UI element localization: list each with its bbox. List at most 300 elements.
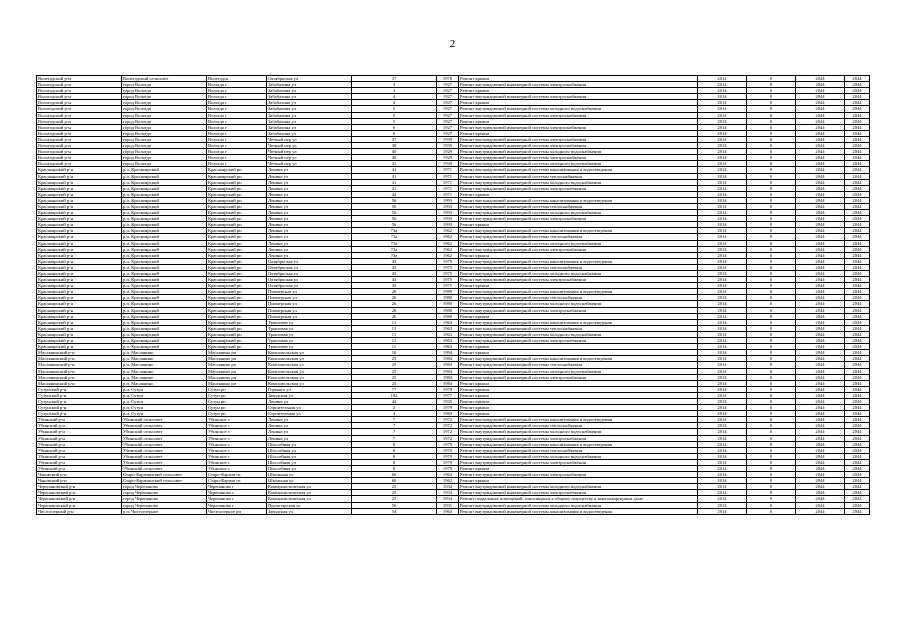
- cell-end-year: 2044: [796, 100, 845, 106]
- cell-district: Черепановский р-н: [37, 496, 122, 502]
- cell-plan-year: 2044: [845, 130, 870, 136]
- cell-end-year: 2044: [796, 386, 845, 392]
- cell-start-year: 2014: [698, 356, 747, 362]
- cell-district: Вологодский р-н: [37, 82, 122, 88]
- cell-end-year: 2044: [796, 149, 845, 155]
- cell-price: 0: [747, 423, 796, 429]
- cell-house: 11: [352, 325, 437, 331]
- cell-district: Вологодский р-н: [37, 149, 122, 155]
- cell-year-built: 1929: [437, 149, 459, 155]
- cell-plan-year: 2044: [845, 374, 870, 380]
- cell-district: Красноярский р-н: [37, 197, 122, 203]
- cell-start-year: 2014: [698, 508, 747, 514]
- cell-street: Четный пер ул: [267, 143, 352, 149]
- cell-plan-year: 2044: [845, 173, 870, 179]
- cell-year-built: 1927: [437, 112, 459, 118]
- cell-year-built: 1927: [437, 100, 459, 106]
- cell-settlement: р.п. Красноярский: [122, 252, 207, 258]
- cell-year-built: 1962: [437, 240, 459, 246]
- cell-street: Шоссейная ул: [267, 447, 352, 453]
- cell-settlement: город Вологда: [122, 82, 207, 88]
- cell-settlement: р.п. Красноярский: [122, 173, 207, 179]
- cell-plan-year: 2044: [845, 502, 870, 508]
- cell-start-year: 2014: [698, 173, 747, 179]
- cell-work-type: Ремонт крыши: [459, 252, 698, 258]
- cell-settlement: р.п. Красноярский: [122, 258, 207, 264]
- cell-district: Красноярский р-н: [37, 234, 122, 240]
- cell-start-year: 2014: [698, 136, 747, 142]
- cell-work-type: Ремонт внутридомовой инженерной системы холодного водоснабжения: [459, 161, 698, 167]
- cell-work-type: Ремонт внутридомовой инженерной системы холодного водоснабжения: [459, 331, 698, 337]
- cell-house: 4: [352, 411, 437, 417]
- cell-work-type: Ремонт крыши: [459, 466, 698, 472]
- cell-end-year: 2044: [796, 130, 845, 136]
- cell-district: Убинский р-н: [37, 459, 122, 465]
- cell-plan-year: 2044: [845, 94, 870, 100]
- cell-start-year: 2014: [698, 130, 747, 136]
- cell-start-year: 2014: [698, 228, 747, 234]
- cell-district: Убинский р-н: [37, 466, 122, 472]
- cell-house: 11: [352, 338, 437, 344]
- cell-street: Ленина ул: [267, 222, 352, 228]
- cell-start-year: 2014: [698, 203, 747, 209]
- cell-house: 26: [352, 301, 437, 307]
- cell-house: 25: [352, 374, 437, 380]
- cell-locality: Красноярский рп: [207, 313, 267, 319]
- cell-street: Забабахина ул: [267, 106, 352, 112]
- cell-settlement: р.п. Маслянино: [122, 350, 207, 356]
- cell-year-built: 1980: [437, 295, 459, 301]
- cell-price: 0: [747, 344, 796, 350]
- cell-start-year: 2014: [698, 76, 747, 82]
- cell-end-year: 2044: [796, 496, 845, 502]
- cell-plan-year: 2044: [845, 417, 870, 423]
- cell-price: 0: [747, 429, 796, 435]
- cell-street: Ленина ул: [267, 191, 352, 197]
- cell-year-built: 1972: [437, 417, 459, 423]
- cell-end-year: 2044: [796, 429, 845, 435]
- cell-street: Ленина ул: [267, 216, 352, 222]
- cell-locality: Вологда г: [207, 124, 267, 130]
- cell-district: Красноярский р-н: [37, 167, 122, 173]
- cell-start-year: 2014: [698, 283, 747, 289]
- cell-settlement: р.п. Красноярский: [122, 222, 207, 228]
- cell-year-built: 1962: [437, 252, 459, 258]
- cell-house: 8: [352, 441, 437, 447]
- cell-plan-year: 2044: [845, 398, 870, 404]
- cell-start-year: 2014: [698, 405, 747, 411]
- cell-house: 26: [352, 295, 437, 301]
- cell-district: Красноярский р-н: [37, 283, 122, 289]
- cell-start-year: 2014: [698, 417, 747, 423]
- cell-work-type: Ремонт внутридомовой инженерной системы теплоснабжения: [459, 264, 698, 270]
- cell-house: 11: [352, 331, 437, 337]
- cell-house: 37: [352, 136, 437, 142]
- cell-house: 25: [352, 484, 437, 490]
- cell-house: 3: [352, 82, 437, 88]
- cell-settlement: город Черепаново: [122, 496, 207, 502]
- cell-plan-year: 2044: [845, 325, 870, 331]
- cell-locality: Красноярский рп: [207, 210, 267, 216]
- cell-street: Пионерская ул: [267, 313, 352, 319]
- cell-settlement: Убинский сельсовет: [122, 429, 207, 435]
- cell-start-year: 2014: [698, 82, 747, 88]
- cell-district: Красноярский р-н: [37, 210, 122, 216]
- cell-settlement: город Вологда: [122, 155, 207, 161]
- cell-street: Четный пер ул: [267, 136, 352, 142]
- cell-work-type: Ремонт крыши: [459, 76, 698, 82]
- cell-locality: Старо-Карачи пс: [207, 478, 267, 484]
- cell-work-type: Ремонт внутридомовой инженерной системы теплоснабжения: [459, 447, 698, 453]
- cell-start-year: 2014: [698, 374, 747, 380]
- cell-end-year: 2044: [796, 94, 845, 100]
- cell-price: 0: [747, 490, 796, 496]
- cell-locality: Красноярский рп: [207, 252, 267, 258]
- cell-end-year: 2044: [796, 222, 845, 228]
- cell-settlement: город Вологда: [122, 149, 207, 155]
- cell-end-year: 2044: [796, 197, 845, 203]
- cell-locality: Маслянино рп: [207, 350, 267, 356]
- cell-price: 0: [747, 228, 796, 234]
- cell-locality: Убинское с: [207, 435, 267, 441]
- cell-locality: Красноярский рп: [207, 234, 267, 240]
- cell-house: 25: [352, 362, 437, 368]
- cell-start-year: 2014: [698, 502, 747, 508]
- cell-house: 16: [352, 350, 437, 356]
- cell-locality: Красноярский рп: [207, 222, 267, 228]
- cell-year-built: 1963: [437, 508, 459, 514]
- cell-end-year: 2044: [796, 447, 845, 453]
- cell-plan-year: 2044: [845, 252, 870, 258]
- cell-plan-year: 2044: [845, 423, 870, 429]
- cell-district: Вологодский р-н: [37, 124, 122, 130]
- cell-locality: Вологда г: [207, 100, 267, 106]
- cell-house: 56: [352, 197, 437, 203]
- cell-year-built: 1972: [437, 435, 459, 441]
- cell-street: Ленина ул: [267, 429, 352, 435]
- cell-plan-year: 2044: [845, 313, 870, 319]
- cell-settlement: Убинский сельсовет: [122, 447, 207, 453]
- cell-price: 0: [747, 136, 796, 142]
- cell-street: Забабахина ул: [267, 88, 352, 94]
- cell-street: Ленина ул: [267, 435, 352, 441]
- cell-street: Октябрьская ул: [267, 283, 352, 289]
- cell-end-year: 2044: [796, 161, 845, 167]
- cell-settlement: р.п. Красноярский: [122, 295, 207, 301]
- cell-locality: Красноярский рп: [207, 295, 267, 301]
- cell-year-built: 1975: [437, 264, 459, 270]
- cell-district: Маслянинский р-н: [37, 356, 122, 362]
- cell-district: Убинский р-н: [37, 435, 122, 441]
- cell-settlement: р.п. Красноярский: [122, 301, 207, 307]
- cell-plan-year: 2044: [845, 179, 870, 185]
- cell-price: 0: [747, 484, 796, 490]
- cell-start-year: 2014: [698, 88, 747, 94]
- cell-district: Красноярский р-н: [37, 228, 122, 234]
- cell-plan-year: 2044: [845, 155, 870, 161]
- cell-plan-year: 2044: [845, 118, 870, 124]
- cell-start-year: 2014: [698, 490, 747, 496]
- cell-locality: Красноярский рп: [207, 197, 267, 203]
- cell-work-type: Ремонт внутридомовой инженерной системы холодного водоснабжения: [459, 149, 698, 155]
- cell-year-built: 1977: [437, 392, 459, 398]
- cell-settlement: р.п. Маслянино: [122, 380, 207, 386]
- cell-district: Чистоозерный р-н: [37, 508, 122, 514]
- cell-locality: Чистоозерное рп: [207, 508, 267, 514]
- cell-plan-year: 2044: [845, 82, 870, 88]
- cell-plan-year: 2044: [845, 484, 870, 490]
- cell-house: 73а: [352, 240, 437, 246]
- cell-district: Вологодский р-н: [37, 112, 122, 118]
- cell-year-built: 1927: [437, 82, 459, 88]
- cell-settlement: р.п. Маслянино: [122, 368, 207, 374]
- cell-locality: Убинское с: [207, 459, 267, 465]
- cell-plan-year: 2044: [845, 350, 870, 356]
- cell-settlement: Убинский сельсовет: [122, 453, 207, 459]
- cell-work-type: Ремонт внутридомовой инженерной системы канализования и водоотведения: [459, 508, 698, 514]
- cell-street: Ленина ул: [267, 179, 352, 185]
- cell-house: 44: [352, 398, 437, 404]
- cell-street: Четный пер ул: [267, 149, 352, 155]
- cell-district: Вологодский р-н: [37, 136, 122, 142]
- cell-work-type: Ремонт внутридомовой инженерной системы холодного водоснабжения: [459, 106, 698, 112]
- cell-work-type: Ремонт внутридомовой инженерной системы электроснабжения: [459, 82, 698, 88]
- cell-start-year: 2014: [698, 155, 747, 161]
- cell-start-year: 2014: [698, 380, 747, 386]
- cell-end-year: 2044: [796, 179, 845, 185]
- cell-house: 8: [352, 466, 437, 472]
- cell-year-built: 1929: [437, 155, 459, 161]
- cell-end-year: 2044: [796, 331, 845, 337]
- cell-plan-year: 2044: [845, 258, 870, 264]
- cell-district: Сузунский р-н: [37, 405, 122, 411]
- cell-plan-year: 2044: [845, 277, 870, 283]
- cell-street: Ленина ул: [267, 417, 352, 423]
- cell-locality: Вологда г: [207, 161, 267, 167]
- cell-start-year: 2014: [698, 143, 747, 149]
- cell-district: Красноярский р-н: [37, 222, 122, 228]
- cell-house: 4: [352, 100, 437, 106]
- cell-house: 25: [352, 368, 437, 374]
- cell-start-year: 2014: [698, 124, 747, 130]
- cell-street: Шоссейная ул: [267, 466, 352, 472]
- cell-settlement: город Вологда: [122, 130, 207, 136]
- cell-start-year: 2014: [698, 325, 747, 331]
- cell-street: Ленина ул: [267, 167, 352, 173]
- cell-price: 0: [747, 435, 796, 441]
- cell-work-type: Ремонт внутридомовой инженерной системы электроснабжения: [459, 374, 698, 380]
- cell-end-year: 2044: [796, 466, 845, 472]
- cell-year-built: 1962: [437, 478, 459, 484]
- cell-work-type: Ремонт крыши: [459, 283, 698, 289]
- cell-price: 0: [747, 112, 796, 118]
- cell-year-built: 1963: [437, 338, 459, 344]
- cell-settlement: город Вологда: [122, 100, 207, 106]
- cell-work-type: Ремонт внутридомовой инженерной системы холодного водоснабжения: [459, 429, 698, 435]
- cell-start-year: 2014: [698, 307, 747, 313]
- cell-locality: Красноярский рп: [207, 338, 267, 344]
- cell-district: Красноярский р-н: [37, 252, 122, 258]
- cell-locality: Красноярский рп: [207, 246, 267, 252]
- cell-locality: Маслянино рп: [207, 356, 267, 362]
- cell-street: Пионерская ул: [267, 301, 352, 307]
- cell-street: Ленина ул: [267, 423, 352, 429]
- cell-house: 40: [352, 155, 437, 161]
- cell-price: 0: [747, 173, 796, 179]
- cell-end-year: 2044: [796, 277, 845, 283]
- cell-street: Пионерская ул: [267, 295, 352, 301]
- cell-end-year: 2044: [796, 484, 845, 490]
- cell-start-year: 2014: [698, 222, 747, 228]
- cell-street: Трактовая ул: [267, 319, 352, 325]
- cell-house: 25: [352, 380, 437, 386]
- cell-plan-year: 2044: [845, 271, 870, 277]
- cell-year-built: 1993: [437, 216, 459, 222]
- cell-locality: Вологда г: [207, 112, 267, 118]
- cell-plan-year: 2044: [845, 240, 870, 246]
- cell-district: Вологодский р-н: [37, 161, 122, 167]
- cell-district: Чановский р-н: [37, 472, 122, 478]
- cell-street: Заводская ул: [267, 392, 352, 398]
- cell-year-built: 1962: [437, 472, 459, 478]
- cell-price: 0: [747, 191, 796, 197]
- cell-price: 0: [747, 398, 796, 404]
- cell-year-built: 1979: [437, 405, 459, 411]
- cell-start-year: 2014: [698, 271, 747, 277]
- cell-end-year: 2044: [796, 307, 845, 313]
- cell-price: 0: [747, 258, 796, 264]
- cell-locality: Убинское с: [207, 423, 267, 429]
- cell-work-type: Ремонт внутридомовой инженерной системы теплоснабжения: [459, 325, 698, 331]
- cell-price: 0: [747, 405, 796, 411]
- cell-settlement: р.п. Красноярский: [122, 283, 207, 289]
- cell-start-year: 2014: [698, 191, 747, 197]
- cell-locality: Красноярский рп: [207, 203, 267, 209]
- cell-end-year: 2044: [796, 374, 845, 380]
- cell-price: 0: [747, 362, 796, 368]
- cell-district: Красноярский р-н: [37, 319, 122, 325]
- cell-district: Вологодский р-н: [37, 118, 122, 124]
- cell-price: 0: [747, 289, 796, 295]
- cell-work-type: Ремонт внутридомовой инженерной системы электроснабжения: [459, 338, 698, 344]
- cell-locality: Вологда г: [207, 149, 267, 155]
- cell-work-type: Ремонт внутридомовой инженерной системы электроснабжения: [459, 124, 698, 130]
- cell-locality: Убинское с: [207, 466, 267, 472]
- cell-settlement: город Вологда: [122, 143, 207, 149]
- cell-work-type: Ремонт внутридомовой инженерной системы теплоснабжения: [459, 234, 698, 240]
- cell-street: Октябрьская ул: [267, 271, 352, 277]
- cell-work-type: Ремонт внутридомовой инженерной системы электроснабжения: [459, 490, 698, 496]
- cell-work-type: Ремонт внутридомовой инженерной системы канализования и водоотведения: [459, 441, 698, 447]
- cell-year-built: 1962: [437, 234, 459, 240]
- cell-end-year: 2044: [796, 210, 845, 216]
- cell-house: 37: [352, 76, 437, 82]
- cell-start-year: 2014: [698, 338, 747, 344]
- cell-district: Сузунский р-н: [37, 411, 122, 417]
- cell-street: Ленина ул: [267, 173, 352, 179]
- cell-work-type: Ремонт внутридомовой инженерной системы электроснабжения: [459, 112, 698, 118]
- cell-plan-year: 2044: [845, 167, 870, 173]
- cell-street: Трактовая ул: [267, 338, 352, 344]
- cell-locality: Сузун рп: [207, 386, 267, 392]
- cell-work-type: Ремонт крыши: [459, 350, 698, 356]
- cell-settlement: р.п. Красноярский: [122, 191, 207, 197]
- cell-end-year: 2044: [796, 216, 845, 222]
- cell-house: 6: [352, 130, 437, 136]
- cell-plan-year: 2044: [845, 88, 870, 94]
- cell-end-year: 2044: [796, 240, 845, 246]
- cell-start-year: 2014: [698, 149, 747, 155]
- cell-house: 54: [352, 508, 437, 514]
- cell-work-type: Ремонт крыши: [459, 191, 698, 197]
- cell-street: Заводская ул: [267, 508, 352, 514]
- cell-street: Октябрьская ул: [267, 258, 352, 264]
- cell-locality: Маслянино рп: [207, 368, 267, 374]
- cell-house: 43: [352, 264, 437, 270]
- cell-year-built: 1993: [437, 222, 459, 228]
- cell-district: Красноярский р-н: [37, 191, 122, 197]
- cell-settlement: р.п. Маслянино: [122, 356, 207, 362]
- cell-work-type: Ремонт внутридомовой инженерной системы электроснабжения: [459, 143, 698, 149]
- cell-start-year: 2014: [698, 161, 747, 167]
- cell-start-year: 2014: [698, 216, 747, 222]
- cell-house: 43: [352, 271, 437, 277]
- cell-start-year: 2014: [698, 484, 747, 490]
- cell-settlement: Вилегодский сельсовет: [122, 76, 207, 82]
- cell-price: 0: [747, 325, 796, 331]
- cell-street: Строительная ул: [267, 405, 352, 411]
- cell-settlement: р.п. Сузун: [122, 405, 207, 411]
- cell-start-year: 2014: [698, 429, 747, 435]
- cell-house: 43: [352, 283, 437, 289]
- cell-start-year: 2014: [698, 386, 747, 392]
- cell-price: 0: [747, 417, 796, 423]
- cell-district: Убинский р-н: [37, 429, 122, 435]
- cell-work-type: Ремонт внутридомовой инженерной системы теплоснабжения: [459, 423, 698, 429]
- cell-house: 25: [352, 356, 437, 362]
- cell-price: 0: [747, 459, 796, 465]
- cell-plan-year: 2044: [845, 136, 870, 142]
- cell-price: 0: [747, 216, 796, 222]
- cell-house: 77: [352, 386, 437, 392]
- cell-plan-year: 2044: [845, 441, 870, 447]
- cell-street: Шоссейная ул: [267, 459, 352, 465]
- cell-year-built: 1983: [437, 411, 459, 417]
- cell-start-year: 2014: [698, 368, 747, 374]
- cell-work-type: Ремонт внутридомовой инженерной системы холодного водоснабжения: [459, 484, 698, 490]
- cell-house: 43: [352, 258, 437, 264]
- cell-locality: Красноярский рп: [207, 277, 267, 283]
- cell-work-type: Ремонт внутридомовой инженерной системы электроснабжения: [459, 94, 698, 100]
- cell-settlement: р.п. Красноярский: [122, 331, 207, 337]
- cell-plan-year: 2044: [845, 264, 870, 270]
- cell-district: Маслянинский р-н: [37, 374, 122, 380]
- cell-street: Горького ул: [267, 386, 352, 392]
- cell-year-built: 1984: [437, 356, 459, 362]
- cell-start-year: 2014: [698, 197, 747, 203]
- cell-street: Забабахина ул: [267, 112, 352, 118]
- cell-settlement: р.п. Красноярский: [122, 185, 207, 191]
- cell-price: 0: [747, 149, 796, 155]
- cell-district: Вилегодский р-н: [37, 76, 122, 82]
- cell-price: 0: [747, 82, 796, 88]
- cell-end-year: 2044: [796, 185, 845, 191]
- cell-work-type: Ремонт внутридомовой инженерной системы канализования и водоотведения: [459, 289, 698, 295]
- cell-year-built: 1963: [437, 344, 459, 350]
- cell-end-year: 2044: [796, 405, 845, 411]
- cell-end-year: 2044: [796, 368, 845, 374]
- cell-street: Комсомольская ул: [267, 380, 352, 386]
